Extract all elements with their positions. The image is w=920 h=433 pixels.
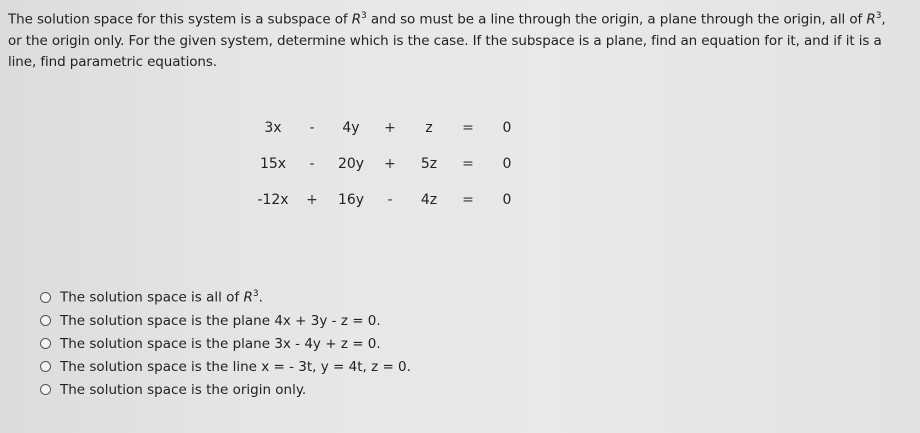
answer-options [40, 286, 411, 401]
equation-term: 15x [259, 156, 287, 172]
equation-term: 16y [337, 192, 365, 208]
equation-rhs: 0 [502, 120, 512, 136]
answer-option-label: The solution space is the line x = - 3t, y = 4t, z = 0. [60, 358, 411, 375]
equation-term: 4y [342, 120, 360, 136]
radio-button[interactable] [40, 315, 51, 326]
equation-operator: + [384, 120, 396, 136]
equation-row [250, 182, 530, 218]
radio-button[interactable] [40, 384, 51, 395]
question-text-part3: , or the origin only. For the given system, determine which is the case. If the subspace is a plane, find an equation for it, and if it is a line, find parametric equations. [8, 11, 886, 70]
equation-term: 5z [420, 156, 438, 172]
equation-term: 3x [264, 120, 282, 136]
equation-operator: - [387, 192, 393, 208]
equation-equals: = [462, 192, 474, 208]
answer-option-label: The solution space is the plane 4x + 3y - z = 0. [60, 312, 381, 329]
equation-term: 20y [337, 156, 365, 172]
r-exponent: 3 [875, 11, 882, 21]
answer-option-label: The solution space is the origin only. [60, 381, 307, 398]
answer-option-plane-1[interactable] [40, 309, 411, 332]
answer-option-line[interactable] [40, 355, 411, 378]
answer-option-all-r3[interactable] [40, 286, 411, 309]
equation-operator: - [309, 120, 315, 136]
answer-option-origin[interactable] [40, 378, 411, 401]
equation-equals: = [462, 156, 474, 172]
equation-term: 4z [420, 192, 438, 208]
equation-rhs: 0 [502, 192, 512, 208]
radio-button[interactable] [40, 361, 51, 372]
r-exponent: 3 [361, 11, 367, 21]
radio-button[interactable] [40, 292, 51, 303]
question-text-part2: and so must be a line through the origin, a plane through the origin, all of [366, 11, 867, 28]
answer-option-label: The solution space is all of $R^3$. [60, 289, 263, 306]
question-text-part1: The solution space for this system is a subspace of [8, 11, 352, 28]
equation-operator: + [306, 192, 318, 208]
equation-operator: - [309, 156, 315, 172]
equation-operator: + [384, 156, 396, 172]
question-text [8, 6, 903, 73]
equation-system [250, 110, 530, 218]
equation-term: z [425, 120, 433, 136]
equation-term: -12x [257, 192, 289, 208]
equation-row [250, 146, 530, 182]
r-exponent: 3 [252, 289, 259, 300]
equation-row [250, 110, 530, 146]
equation-equals: = [462, 120, 474, 136]
radio-button[interactable] [40, 338, 51, 349]
answer-option-plane-2[interactable] [40, 332, 411, 355]
r-symbol: R [243, 289, 253, 306]
r-symbol: R [866, 11, 876, 28]
equation-rhs: 0 [502, 156, 512, 172]
answer-option-label: The solution space is the plane 3x - 4y + z = 0. [60, 335, 381, 352]
r-symbol: R [351, 11, 361, 28]
